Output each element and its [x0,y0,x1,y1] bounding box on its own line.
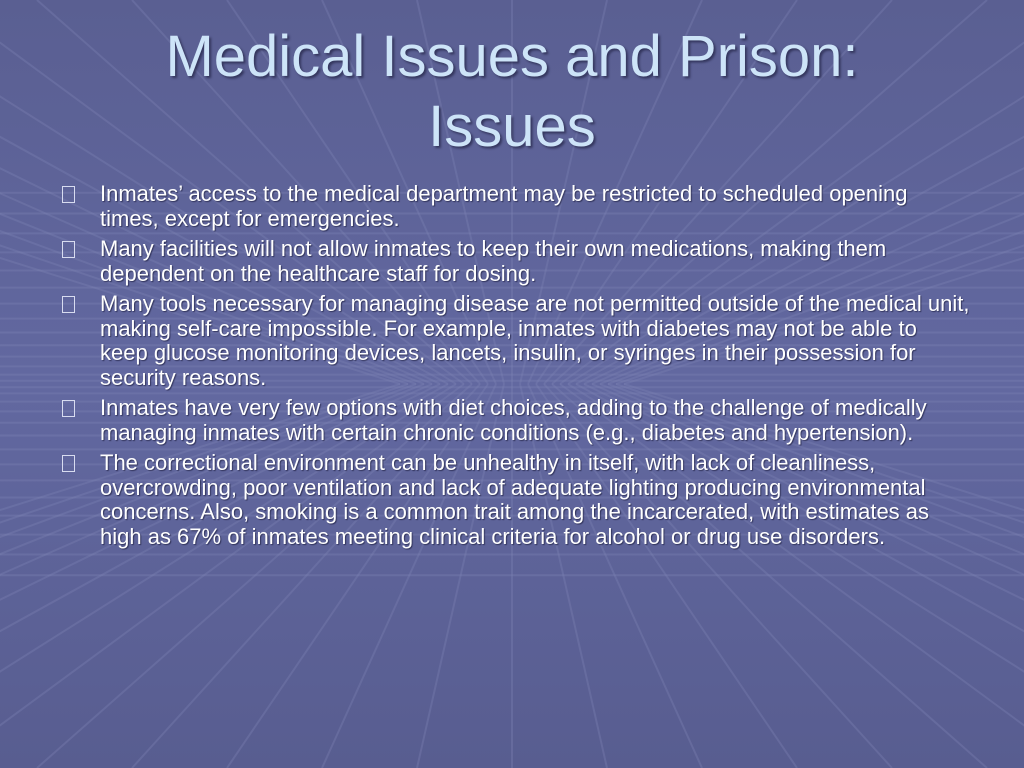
square-bullet-icon [62,186,75,203]
bullet-item [60,182,970,231]
square-bullet-icon [62,241,75,258]
slide-title-line-2: Issues [428,94,596,159]
bullet-list [60,182,970,555]
slide-title-line-1: Medical Issues and Prison: [165,24,859,89]
bullet-text: Many tools necessary for managing disease are not permitted outside of the medical unit, making self-care impossible. For example, inmates with diabetes may not be able to keep glucose monitoring devices, lancets, insulin, or syringes in their possession for security reasons. [100,291,970,390]
bullet-text: Inmates have very few options with diet choices, adding to the challenge of medically managing inmates with certain chronic conditions (e.g., diabetes and hypertension). [100,395,927,445]
bullet-item [60,451,970,549]
square-bullet-icon [62,400,75,417]
square-bullet-icon [62,455,75,472]
bullet-item [60,292,970,390]
bullet-text: The correctional environment can be unhealthy in itself, with lack of cleanliness, overcrowding, poor ventilation and lack of adequate lighting producing environmental concerns. Also, smoking is a common trait among the incarcerated, with estimates as high as 67% of inmates meeting clinical criteria for alcohol or drug use disorders. [100,450,930,549]
bullet-item [60,396,970,445]
bullet-text: Inmates’ access to the medical department may be restricted to scheduled opening times, except for emergencies. [100,181,908,231]
slide-title [60,22,964,162]
bullet-item [60,237,970,286]
bullet-text: Many facilities will not allow inmates to keep their own medications, making them dependent on the healthcare staff for dosing. [100,236,887,286]
square-bullet-icon [62,296,75,313]
